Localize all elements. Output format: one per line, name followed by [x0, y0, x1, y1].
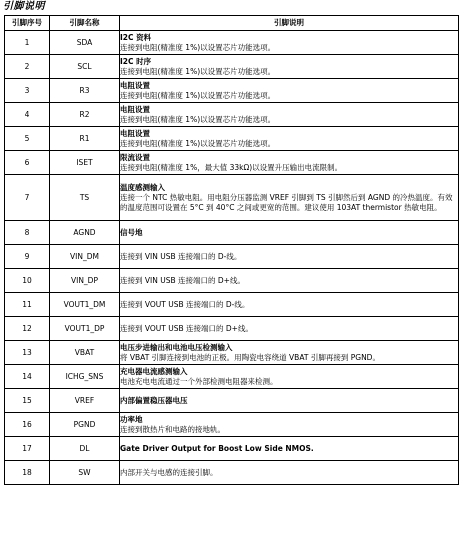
pin-number: 13: [5, 341, 50, 365]
pin-description: [120, 461, 459, 485]
pin-description: [120, 389, 459, 413]
table-row: [5, 317, 459, 341]
pin-description: [120, 437, 459, 461]
header-pin-description: 引脚说明: [120, 16, 459, 31]
pin-description: [120, 365, 459, 389]
pin-number: 6: [5, 151, 50, 175]
pin-number: 2: [5, 55, 50, 79]
table-row: [5, 31, 459, 55]
section-title: 引脚说明: [3, 1, 45, 12]
pin-description-text: 连接到电阻(精准度 1%)以设置芯片功能选项。: [120, 90, 276, 100]
table-row: [5, 79, 459, 103]
pin-description-title: 功率地: [120, 414, 143, 424]
pin-description: [120, 175, 459, 221]
pin-description-text: 连接一个 NTC 热敏电阻。用电阻分压器监测 VREF 引脚到 TS 引脚然后到 AGND 的冷热温度。有效的温度范围可设置在 5°C 到 40°C 之间或更宽的范围。建议使用 103AT thermistor 热敏电阻。: [120, 192, 453, 212]
pin-number: 8: [5, 221, 50, 245]
pin-description-text: 连接到电阻(精准度 1%)以设置芯片功能选项。: [120, 66, 276, 76]
pin-description-title: Gate Driver Output for Boost Low Side NMOS.: [120, 443, 314, 453]
pin-description-text: 电池充电电流通过一个外部检测电阻器来检测。: [120, 376, 278, 386]
pin-name: TS: [50, 175, 120, 221]
pin-description-title: 电阻设置: [120, 128, 150, 138]
pin-description-text: 将 VBAT 引脚连接到电池的正极。用陶瓷电容绕道 VBAT 引脚再接到 PGND。: [120, 352, 380, 362]
pin-description-title: 电阻设置: [120, 104, 150, 114]
pin-number: 12: [5, 317, 50, 341]
pin-description-text: 连接到 VIN USB 连接端口的 D-线。: [120, 251, 242, 261]
table-row: [5, 127, 459, 151]
pin-description-title: 电压步进输出和电池电压检测输入: [120, 342, 233, 352]
pin-description: [120, 55, 459, 79]
pin-description: [120, 103, 459, 127]
pin-number: 7: [5, 175, 50, 221]
pin-description: [120, 293, 459, 317]
pin-name: VOUT1_DP: [50, 317, 120, 341]
pin-description-text: 连接到 VIN USB 连接端口的 D+线。: [120, 275, 245, 285]
pin-description: [120, 245, 459, 269]
pin-name: VBAT: [50, 341, 120, 365]
pin-description-title: I2C 时序: [120, 56, 152, 66]
table-row: [5, 245, 459, 269]
pin-name: VOUT1_DM: [50, 293, 120, 317]
pin-description-title: 充电器电流感测输入: [120, 366, 188, 376]
pin-number: 16: [5, 413, 50, 437]
pin-description-text: 连接到 VOUT USB 连接端口的 D-线。: [120, 299, 250, 309]
table-row: [5, 461, 459, 485]
pin-description-title: 信号地: [120, 227, 143, 237]
table-row: [5, 221, 459, 245]
pin-description: [120, 341, 459, 365]
pin-name: ICHG_SNS: [50, 365, 120, 389]
pin-name: R3: [50, 79, 120, 103]
pin-description-title: 内部偏置稳压器电压: [120, 395, 188, 405]
pin-number: 9: [5, 245, 50, 269]
pin-number: 14: [5, 365, 50, 389]
table-row: [5, 293, 459, 317]
pin-description: [120, 151, 459, 175]
table-row: [5, 151, 459, 175]
pin-name: R2: [50, 103, 120, 127]
pin-name: VREF: [50, 389, 120, 413]
pin-description: [120, 221, 459, 245]
pin-description: [120, 269, 459, 293]
pin-description-text: 连接到电阻(精准度 1%)以设置芯片功能选项。: [120, 42, 276, 52]
pin-description-title: I2C 资料: [120, 32, 152, 42]
pin-number: 5: [5, 127, 50, 151]
pin-name: VIN_DM: [50, 245, 120, 269]
pin-name: R1: [50, 127, 120, 151]
pin-name: AGND: [50, 221, 120, 245]
pin-number: 18: [5, 461, 50, 485]
header-pin-name: 引脚名称: [50, 16, 120, 31]
table-row: [5, 437, 459, 461]
pin-number: 15: [5, 389, 50, 413]
pin-description-title: 限流设置: [120, 152, 150, 162]
pin-name: SW: [50, 461, 120, 485]
pin-name: VIN_DP: [50, 269, 120, 293]
pin-name: SCL: [50, 55, 120, 79]
pin-number: 10: [5, 269, 50, 293]
pin-description: [120, 31, 459, 55]
table-row: [5, 413, 459, 437]
table-row: [5, 175, 459, 221]
pin-number: 4: [5, 103, 50, 127]
table-row: [5, 55, 459, 79]
pin-name: ISET: [50, 151, 120, 175]
table-row: [5, 269, 459, 293]
pin-name: PGND: [50, 413, 120, 437]
pin-name: SDA: [50, 31, 120, 55]
pin-description-text: 连接到电阻(精准度 1%)以设置芯片功能选项。: [120, 138, 276, 148]
pin-description-text: 连接到 VOUT USB 连接端口的 D+线。: [120, 323, 253, 333]
pin-description-text: 连接到电阻(精准度 1%)以设置芯片功能选项。: [120, 114, 276, 124]
pin-description-text: 内部开关与电感的连接引脚。: [120, 467, 218, 477]
pin-name: DL: [50, 437, 120, 461]
pin-number: 17: [5, 437, 50, 461]
table-row: [5, 103, 459, 127]
pin-number: 3: [5, 79, 50, 103]
table-row: [5, 341, 459, 365]
pin-description-title: 温度感测输入: [120, 182, 165, 192]
pin-description: [120, 127, 459, 151]
pin-description: [120, 317, 459, 341]
pin-table: [4, 15, 459, 485]
table-row: [5, 365, 459, 389]
table-row: [5, 389, 459, 413]
pin-description-title: 电阻设置: [120, 80, 150, 90]
header-pin-number: 引脚序号: [5, 16, 50, 31]
pin-description-text: 连接到电阻(精准度 1%，最大值 33kΩ)以设置升压输出电流限制。: [120, 162, 343, 172]
pin-description: [120, 79, 459, 103]
pin-number: 1: [5, 31, 50, 55]
table-header-row: [5, 16, 459, 31]
pin-description-text: 连接到散热片和电路的接地轨。: [120, 424, 225, 434]
pin-number: 11: [5, 293, 50, 317]
pin-description: [120, 413, 459, 437]
